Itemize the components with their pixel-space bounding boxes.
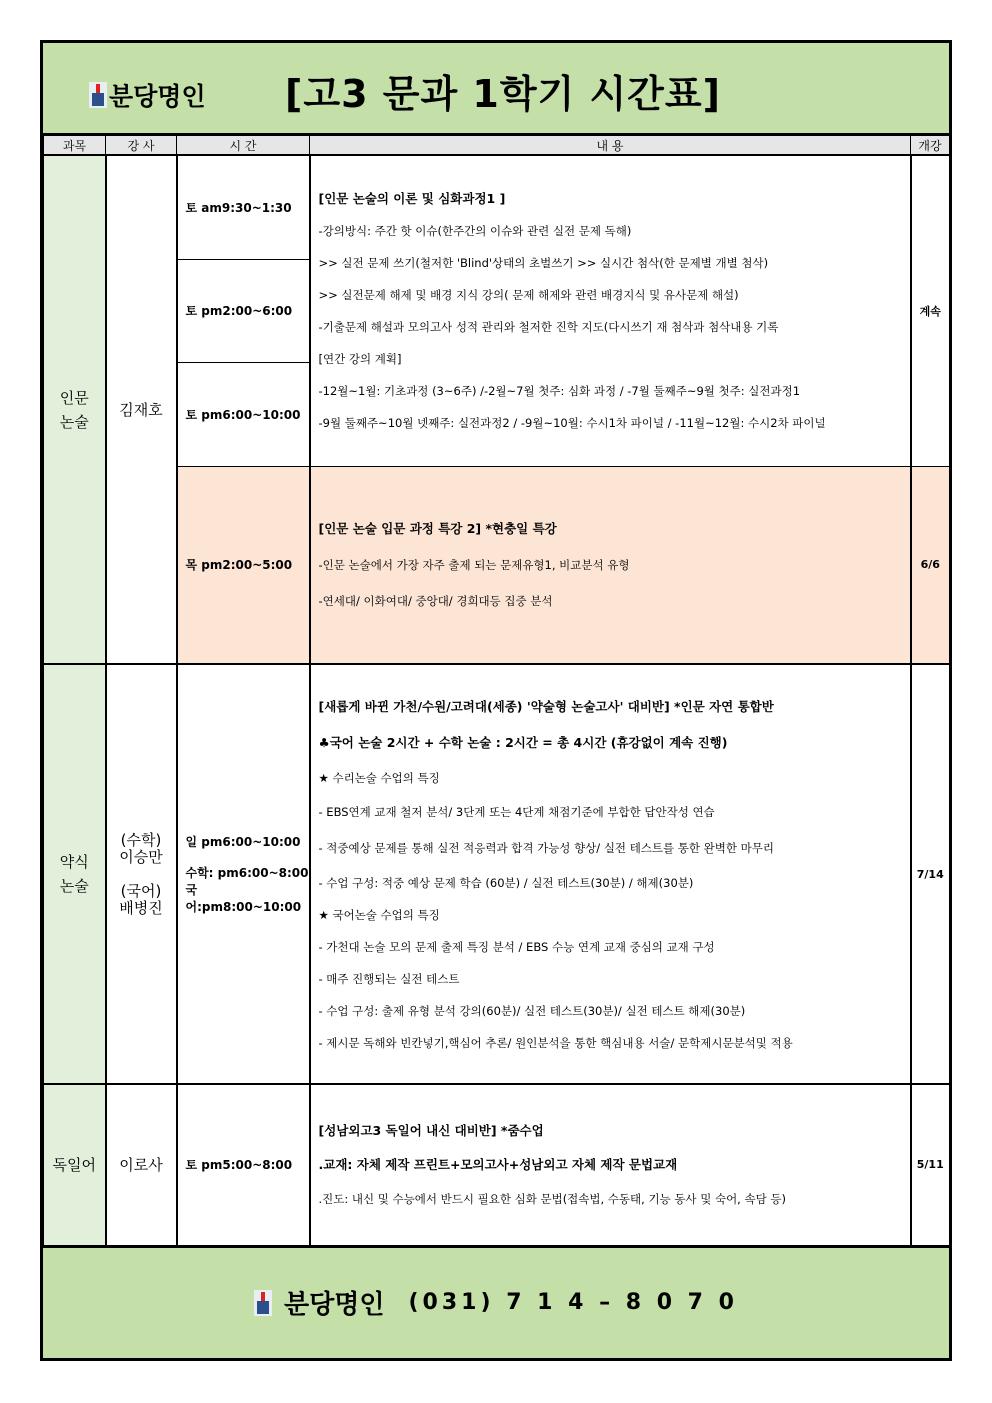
content-line: >> 실전 문제 쓰기(철저한 'Blind'상태의 초벌쓰기 >> 실시간 첨삭(한 문제별 개별 첨삭)	[318, 255, 769, 270]
teacher-cell: (수학) 이승만 (국어) 배병진	[106, 664, 177, 1084]
logo-text: 분당명인	[109, 82, 206, 111]
col-start: 개강	[911, 136, 950, 156]
time-cell: 토 pm6:00~10:00	[177, 362, 310, 466]
content-line: - 수업 구성: 출제 유형 분석 강의(60분)/ 실전 테스트(30분)/ 실전 테스트 해제(30분)	[318, 1004, 746, 1018]
col-content: 내 용	[310, 136, 911, 156]
start-cell: 계속	[911, 155, 950, 466]
teacher-cell: 김재호	[106, 155, 177, 664]
content-line: -12월~1월: 기초과정 (3~6주) /-2월~7월 첫주: 심화 과정 / -7월 둘째주~9월 첫주: 실전과정1	[318, 383, 801, 398]
content-line: -인문 논술에서 가장 자주 출제 되는 문제유형1, 비교분석 유형	[318, 557, 630, 572]
content-line: ★ 수리논술 수업의 특징	[318, 771, 440, 785]
table-row	[44, 466, 950, 664]
content-line: -연세대/ 이화여대/ 중앙대/ 경희대등 집중 분석	[318, 593, 553, 608]
time-cell: 토 am9:30~1:30	[177, 155, 310, 259]
course-title: [인문 논술 입문 과정 특강 2] *현충일 특강	[318, 520, 557, 536]
subject-cell: 약식 논술	[44, 664, 106, 1084]
content-line: .교재: 자체 제작 프린트+모의고사+성남외고 자체 제작 문법교재	[318, 1156, 678, 1172]
page-title: [고3 문과 1학기 시간표]	[285, 72, 721, 116]
schedule-table	[43, 135, 950, 1246]
content-line: .진도: 내신 및 수능에서 반드시 필요한 심화 문법(접속법, 수동태, 기능 동사 및 숙어, 속담 등)	[318, 1191, 786, 1206]
content-line: -강의방식: 주간 핫 이슈(한주간의 이슈와 관련 실전 문제 독해)	[318, 223, 632, 238]
content-cell	[310, 466, 911, 664]
course-title: [새롭게 바뀐 가천/수원/고려대(세종) '약술형 논술고사' 대비반] *인문 자연 통합반	[318, 699, 774, 714]
content-line: - 제시문 독해와 빈칸넣기,핵심어 추론/ 원인분석을 통한 핵심내용 서술/ 문학제시문분석및 적용	[318, 1036, 793, 1050]
logo-icon	[254, 1290, 272, 1316]
content-line: ★ 국어논술 수업의 특징	[318, 908, 440, 922]
content-line: - 매주 진행되는 실전 테스트	[318, 972, 460, 986]
content-line: [연간 강의 계획]	[318, 351, 402, 366]
time-cell: 목 pm2:00~5:00	[177, 466, 310, 664]
content-cell	[310, 664, 911, 1084]
start-cell: 7/14	[911, 664, 950, 1084]
subject-cell: 독일어	[44, 1084, 106, 1245]
footer-banner	[43, 1246, 949, 1358]
content-line: -기출문제 해설과 모의고사 성적 관리와 철저한 진학 지도(다시쓰기 재 첨삭과 첨삭내용 기록	[318, 319, 779, 334]
table-row	[44, 664, 950, 1084]
content-line: - 적중예상 문제를 통해 실전 적응력과 합격 가능성 향상/ 실전 테스트를 통한 완벽한 마무리	[318, 841, 774, 855]
time-cell: 토 pm5:00~8:00	[177, 1084, 310, 1245]
content-line: - 수업 구성: 적중 예상 문제 학습 (60분) / 실전 테스트(30분) / 해제(30분)	[318, 876, 694, 890]
table-row	[44, 155, 950, 259]
start-cell: 5/11	[911, 1084, 950, 1245]
start-cell: 6/6	[911, 466, 950, 664]
content-line: -9월 둘째주~10월 넷째주: 실전과정2 / -9월~10월: 수시1차 파이널 / -11월~12월: 수시2차 파이널	[318, 415, 826, 430]
timetable-sheet	[40, 40, 952, 1361]
course-title: [인문 논술의 이론 및 심화과정1 ]	[318, 190, 506, 206]
time-cell: 일 pm6:00~10:00 수학: pm6:00~8:00 국어:pm8:00~10:00	[177, 664, 310, 1084]
content-line: >> 실전문제 해제 및 배경 지식 강의( 문제 해제와 관련 배경지식 및 유사문제 해설)	[318, 287, 739, 302]
col-time: 시 간	[177, 136, 310, 156]
content-cell	[310, 155, 911, 466]
title-banner	[43, 43, 949, 135]
content-line: - 가천대 논술 모의 문제 출제 특징 분석 / EBS 수능 연계 교재 중심의 교재 구성	[318, 940, 715, 954]
table-header-row	[44, 136, 950, 156]
content-line: ♣국어 논술 2시간 + 수학 논술 : 2시간 = 총 4시간 (휴강없이 계속 진행)	[318, 735, 728, 750]
content-line: - EBS연계 교재 철저 분석/ 3단계 또는 4단계 채점기준에 부합한 답안작성 연습	[318, 805, 715, 819]
col-teacher: 강 사	[106, 136, 177, 156]
teacher-cell: 이로사	[106, 1084, 177, 1245]
footer-name: 분당명인	[284, 1290, 385, 1320]
col-subject: 과목	[44, 136, 106, 156]
academy-logo	[89, 77, 206, 113]
logo-icon	[89, 82, 107, 108]
table-row	[44, 1084, 950, 1245]
content-cell	[310, 1084, 911, 1245]
phone-number: (031) 7 1 4 – 8 0 7 0	[408, 1290, 738, 1315]
time-cell: 토 pm2:00~6:00	[177, 259, 310, 362]
course-title: [성남외고3 독일어 내신 대비반] *줌수업	[318, 1122, 544, 1138]
subject-cell: 인문 논술	[44, 155, 106, 664]
